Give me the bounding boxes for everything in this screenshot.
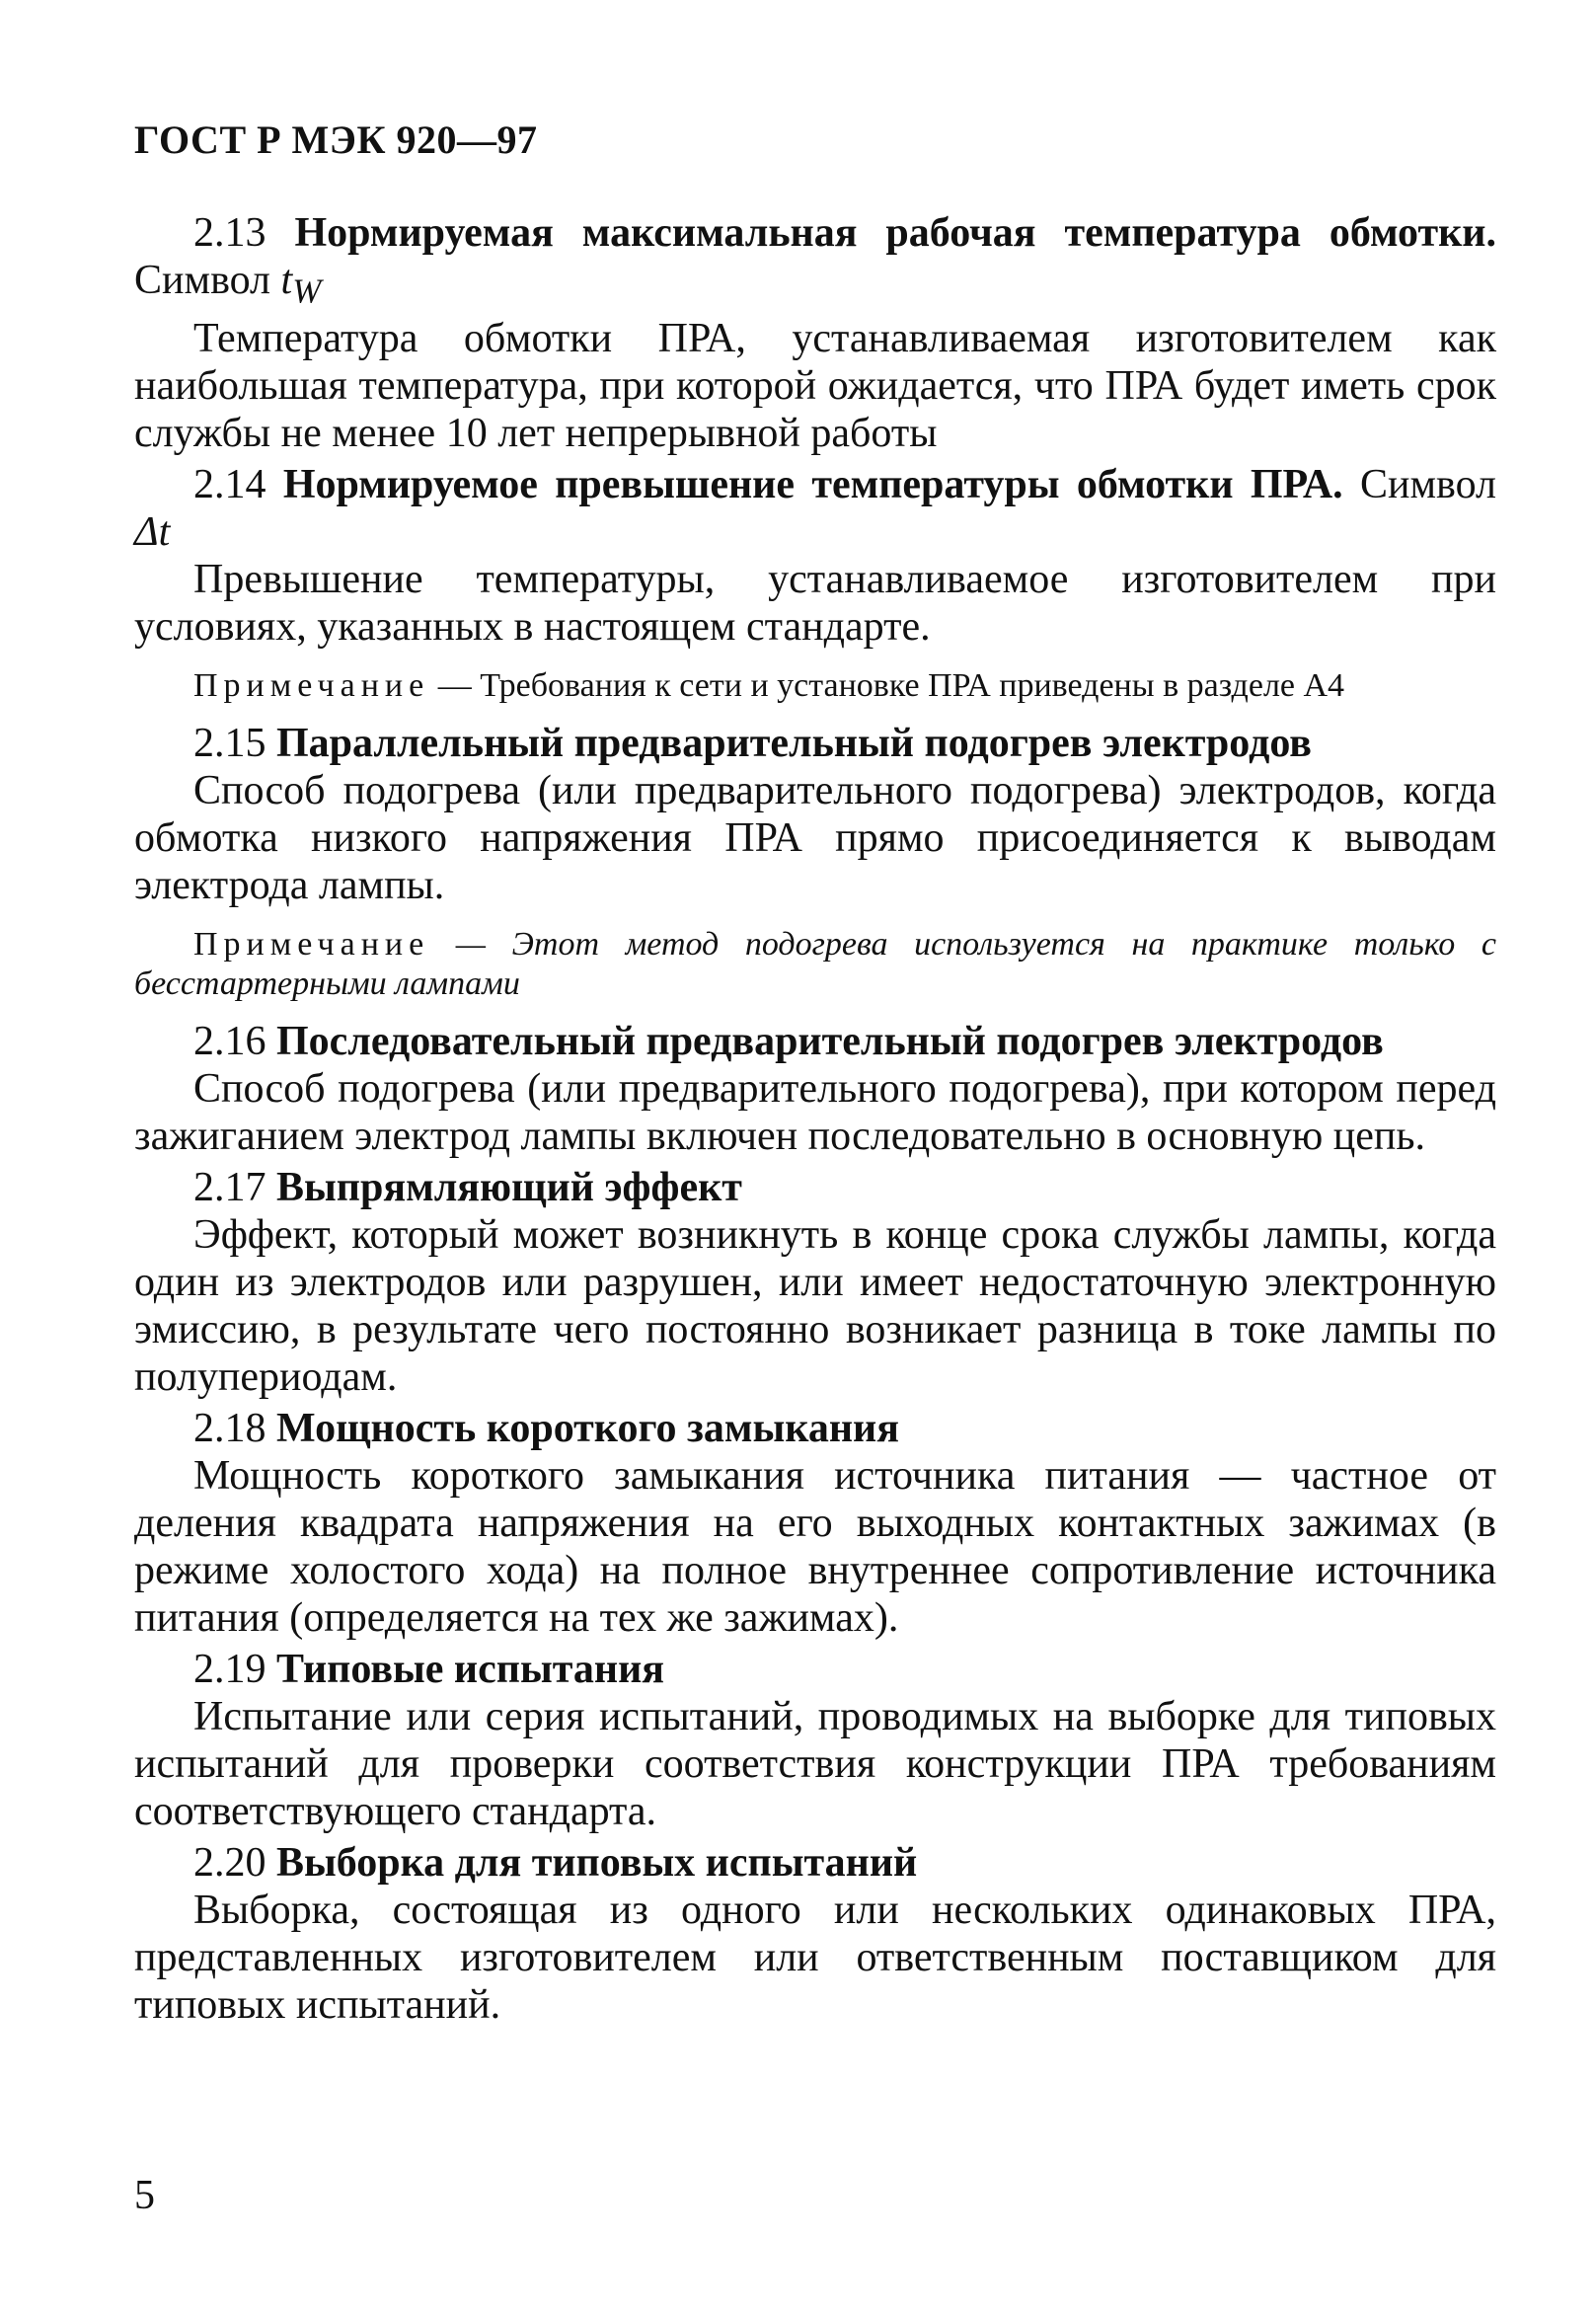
term-title: Типовые испытания [276, 1647, 665, 1693]
term-symbol: $t_W$ [280, 258, 322, 311]
note-text: — Этот метод подогрева используется на практике только с бесстартерными лампами [134, 926, 1496, 1003]
term-symbol: Δt [134, 509, 171, 556]
term-definition: Температура обмотки ПРА, устанавливаемая изготовителем как наибольшая температура, при которой ожидается, что ПРА будет иметь срок службы не менее 10 лет непрерывной работы [134, 316, 1496, 457]
term-definition: Способ подогрева (или предварительного подогрева), при котором перед зажиганием электрод лампы включен последовательно в основную цепь. [134, 1066, 1496, 1160]
term-definition: Испытание или серия испытаний, проводимых на выборке для типовых испытаний для проверки соответствия конструкции ПРА требованиям соответствующего стандарта. [134, 1694, 1496, 1835]
term-2-13 [134, 209, 1496, 315]
symbol-label: Символ [1359, 462, 1497, 508]
term-title: Нормируемая максимальная рабочая температура обмотки. [294, 210, 1497, 256]
term-number: 2.19 [193, 1647, 266, 1693]
document-header: ГОСТ Р МЭК 920—97 [134, 117, 538, 162]
term-2-15 [134, 720, 1496, 767]
term-definition: Мощность короткого замыкания источника питания — частное от деления квадрата напряжения на его выходных контактных зажимах (в режиме холостого хода) на полное внутреннее сопротивление источника питания (определяется на тех же зажимах). [134, 1453, 1496, 1642]
note-label: Примечание [193, 926, 430, 964]
term-title: Нормируемое превышение температуры обмотки ПРА. [282, 462, 1343, 508]
term-number: 2.20 [193, 1840, 266, 1887]
term-number: 2.14 [193, 462, 266, 508]
term-title: Мощность короткого замыкания [276, 1406, 899, 1452]
term-2-19 [134, 1646, 1496, 1693]
term-number: 2.16 [193, 1019, 266, 1065]
term-2-18 [134, 1405, 1496, 1452]
term-definition: Способ подогрева (или предварительного подогрева) электродов, когда обмотка низкого напряжения ПРА прямо присоединяется к выводам электрода лампы. [134, 768, 1496, 909]
document-body [134, 209, 1496, 2033]
note-label: Примечание [193, 667, 430, 705]
term-title: Выборка для типовых испытаний [276, 1840, 918, 1887]
term-2-14 [134, 461, 1496, 556]
term-number: 2.13 [193, 210, 266, 256]
term-title: Параллельный предварительный подогрев электродов [276, 721, 1312, 767]
term-2-16 [134, 1018, 1496, 1065]
term-number: 2.17 [193, 1165, 266, 1211]
note [134, 666, 1496, 706]
note [134, 925, 1496, 1004]
note-text: — Требования к сети и установке ПРА приведены в разделе А4 [437, 667, 1345, 705]
page-number: 5 [134, 2173, 155, 2218]
term-definition: Выборка, состоящая из одного или нескольких одинаковых ПРА, представленных изготовителем или ответственным поставщиком для типовых испытаний. [134, 1888, 1496, 2029]
term-definition: Эффект, который может возникнуть в конце срока службы лампы, когда один из электродов или разрушен, или имеет недостаточную электронную эмиссию, в результате чего постоянно возникает разница в токе лампы по полупериодам. [134, 1212, 1496, 1401]
symbol-label: Символ [134, 258, 271, 303]
term-2-20 [134, 1839, 1496, 1887]
term-definition: Превышение температуры, устанавливаемое изготовителем при условиях, указанных в настоящем стандарте. [134, 557, 1496, 651]
term-title: Последовательный предварительный подогрев электродов [276, 1019, 1384, 1065]
term-title: Выпрямляющий эффект [276, 1165, 742, 1211]
term-number: 2.15 [193, 721, 266, 767]
term-2-17 [134, 1164, 1496, 1211]
term-number: 2.18 [193, 1406, 266, 1452]
